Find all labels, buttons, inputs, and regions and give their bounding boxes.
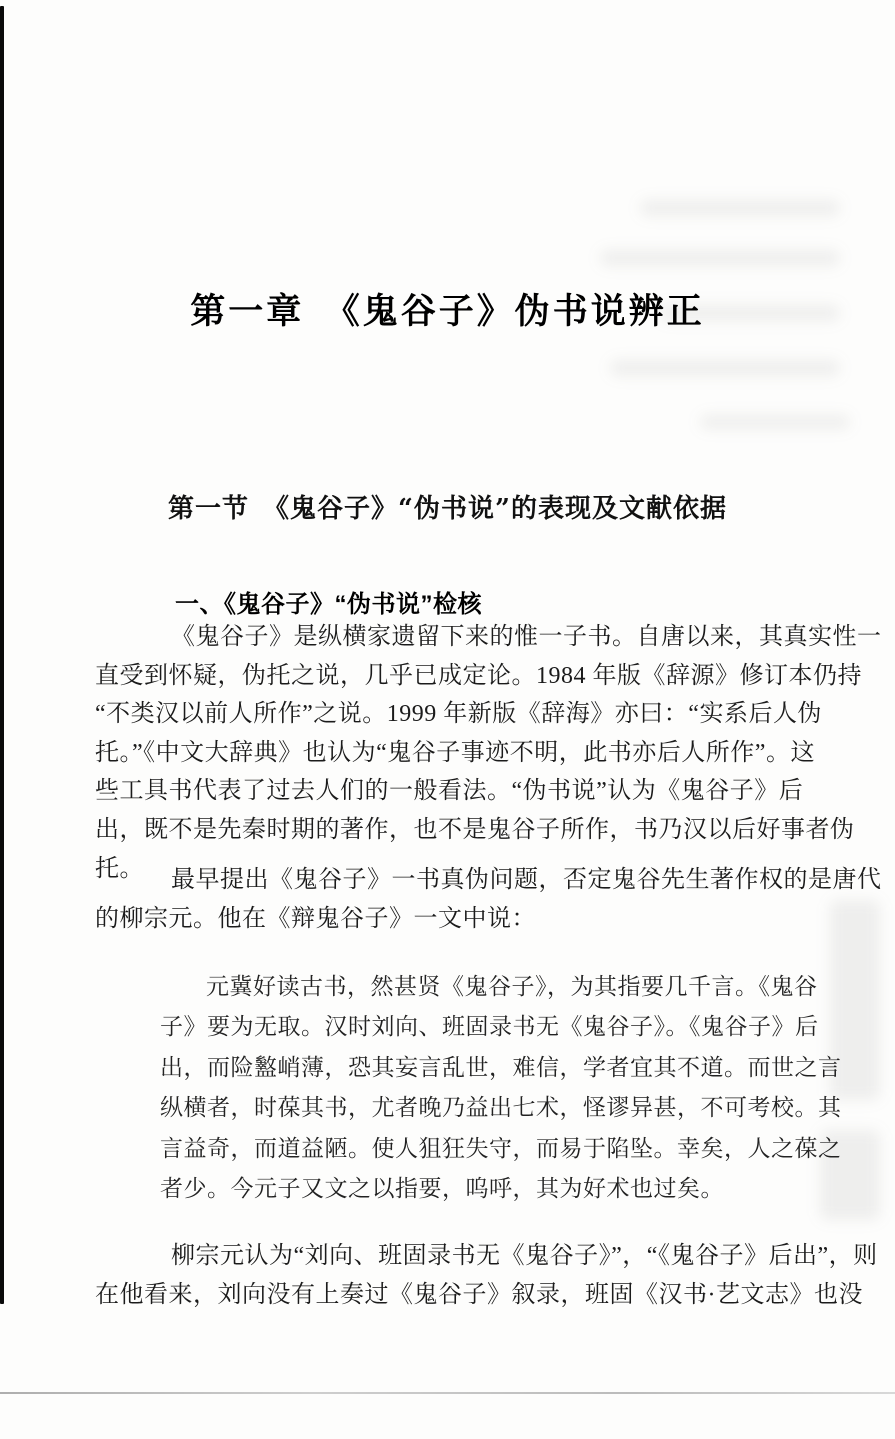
text-line: 的柳宗元。他在《辩鬼谷子》一文中说：	[95, 905, 536, 932]
scan-ghosting	[600, 250, 840, 266]
paragraph-weishu-overview	[95, 618, 882, 888]
text-line: 出，既不是先秦时期的著作，也不是鬼谷子所作，书乃汉以后好事者伪	[95, 816, 855, 843]
paragraph-liuzongyuan-intro	[95, 861, 882, 938]
text-line: 最早提出《鬼谷子》一书真伪问题，否定鬼谷先生著作权的是唐代	[171, 867, 882, 893]
text-line: 纵横者，时葆其书，尤者晚乃益出七术，怪谬异甚，不可考校。其	[160, 1095, 842, 1122]
subsection-heading: 一、《鬼谷子》“伪书说”检核	[175, 591, 482, 618]
text-line: 托。”《中文大辞典》也认为“鬼谷子事迹不明，此书亦后人所作”。这	[95, 739, 815, 766]
text-line: 者少。今元子又文之以指要，呜呼，其为好术也过矣。	[160, 1176, 724, 1203]
paragraph-liuzongyuan-analysis	[95, 1237, 878, 1314]
text-line: 子》要为无取。汉时刘向、班固录书无《鬼谷子》。《鬼谷子》后	[160, 1014, 819, 1041]
scan-edge-bar	[0, 6, 4, 1304]
text-line: 在他看来，刘向没有上奏过《鬼谷子》叙录，班固《汉书·艺文志》也没	[95, 1281, 863, 1308]
scan-page-edge-line	[0, 1392, 895, 1394]
text-line: 《鬼谷子》是纵横家遗留下来的惟一子书。自唐以来，其真实性一	[171, 624, 882, 650]
text-line: 柳宗元认为“刘向、班固录书无《鬼谷子》”，“《鬼谷子》后出”，则	[171, 1243, 878, 1269]
text-line: 元冀好读古书，然甚贤《鬼谷子》，为其指要几千言。《鬼谷	[206, 974, 818, 1000]
text-line: 言益奇，而道益陋。使人狙狂失守，而易于陷坠。幸矣，人之葆之	[160, 1135, 842, 1162]
section-title: 第一节 《鬼谷子》“伪书说”的表现及文献依据	[168, 494, 727, 524]
text-line: 直受到怀疑，伪托之说，几乎已成定论。1984 年版《辞源》修订本仍持	[95, 662, 862, 689]
text-line: 些工具书代表了过去人们的一般看法。“伪书说”认为《鬼谷子》后	[95, 778, 804, 805]
scan-ghosting	[640, 200, 840, 216]
text-line: 出，而险盭峭薄，恐其妄言乱世，难信，学者宜其不道。而世之言	[160, 1054, 842, 1081]
text-line: 托。	[95, 855, 144, 882]
scan-ghosting	[700, 415, 850, 429]
block-quote-bianguiguzi	[160, 967, 842, 1209]
text-line: “不类汉以前人所作”之说。1999 年新版《辞海》亦曰：“实系后人伪	[95, 701, 822, 728]
chapter-title: 第一章 《鬼谷子》伪书说辨正	[190, 292, 705, 331]
scan-ghosting	[610, 360, 840, 376]
